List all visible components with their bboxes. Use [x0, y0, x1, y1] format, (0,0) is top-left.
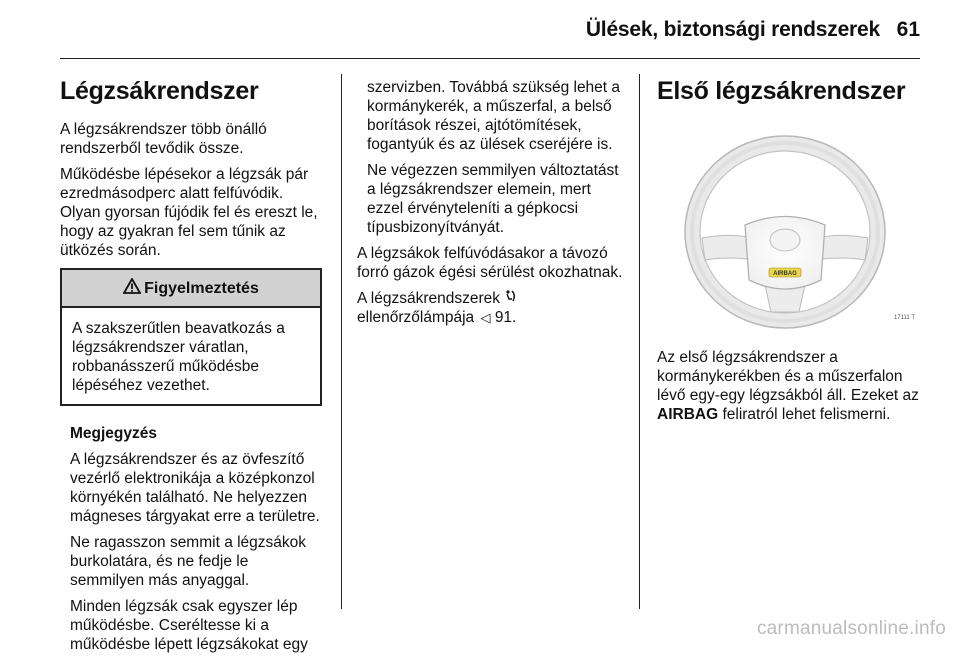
warning-triangle-icon — [123, 278, 141, 299]
heading-airbag-system: Légzsákrendszer — [60, 77, 259, 105]
image-caption: 17111 T — [893, 315, 915, 321]
steering-wheel-illustration — [657, 120, 917, 330]
note-block — [60, 424, 326, 654]
watermark: carmanualsonline.info — [756, 618, 946, 639]
note-paragraph: A légzsákrendszer és az övfeszítő vezérlő elektronikája a középkonzol környékén található. Ne helyezzen mágneses tárgyakat erre a területre. — [70, 451, 320, 525]
note-paragraph: Ne ragasszon semmit a légzsákok burkolatára, és ne fedje le semmilyen más anyaggal. — [70, 534, 307, 589]
warning-header — [62, 270, 320, 308]
paragraph: Működésbe lépésekor a légzsák pár ezredmásodperc alatt felfúvódik. Olyan gyorsan fújódik fel és ereszt le, hogy az gyakran fel sem tűnik az ütközés során. — [60, 166, 318, 259]
note-title: Megjegyzés — [70, 425, 158, 442]
paragraph-text: Az első légzsákrendszer a kormánykerékben és a műszerfalon lévő egy-egy légzsákból áll. Ezeket az — [657, 349, 919, 404]
paragraph-text: ellenőrzőlámpája — [357, 309, 475, 326]
page-number: 61 — [896, 18, 920, 41]
column-1 — [60, 76, 326, 661]
page-reference[interactable]: 91. — [494, 309, 517, 326]
warning-body: A szakszerűtlen beavatkozás a légzsákrendszer váratlan, robbanásszerű működésbe lépéséhez vezethet. — [72, 320, 285, 394]
paragraph: Ne végezzen semmilyen változtatást a légzsákrendszer elemein, mert ezzel érvényteleníti a gépkocsi típusbizonyítványát. — [367, 162, 619, 236]
airbag-bold-label: AIRBAG — [657, 406, 719, 423]
page-reference-arrow-icon: ◁ — [480, 310, 491, 325]
column-divider — [341, 74, 342, 609]
column-2 — [357, 78, 625, 334]
paragraph: A légzsákok felfúvódásakor a távozó forró gázok égési sérülést okozhatnak. — [357, 245, 623, 281]
airbag-badge-label: AIRBAG — [773, 271, 797, 278]
warning-box — [60, 268, 322, 406]
paragraph-lamp — [357, 289, 625, 327]
section-title: Ülések, biztonsági rendszerek — [585, 18, 880, 41]
paragraph-airbag-label — [657, 348, 923, 424]
airbag-warning-lamp-icon — [504, 289, 518, 308]
column-divider — [639, 74, 640, 609]
note-paragraph: Minden légzsák csak egyszer lép működésbe. Cseréltesse ki a működésbe lépett légzsákokat egy — [70, 598, 308, 653]
header-divider — [60, 58, 920, 59]
paragraph: szervizben. Továbbá szükség lehet a kormánykerék, a műszerfal, a belső borítások részei, ajtótömítések, fogantyúk és az ülések cseréjére is. — [367, 79, 621, 153]
paragraph-text: A légzsákrendszerek — [357, 290, 501, 307]
column-3 — [657, 76, 923, 431]
warning-title: Figyelmeztetés — [144, 279, 259, 297]
heading-front-airbag-system: Első légzsákrendszer — [657, 77, 906, 105]
paragraph: A légzsákrendszer több önálló rendszerből tevődik össze. — [60, 121, 267, 157]
paragraph-text: feliratról lehet felismerni. — [722, 406, 891, 423]
